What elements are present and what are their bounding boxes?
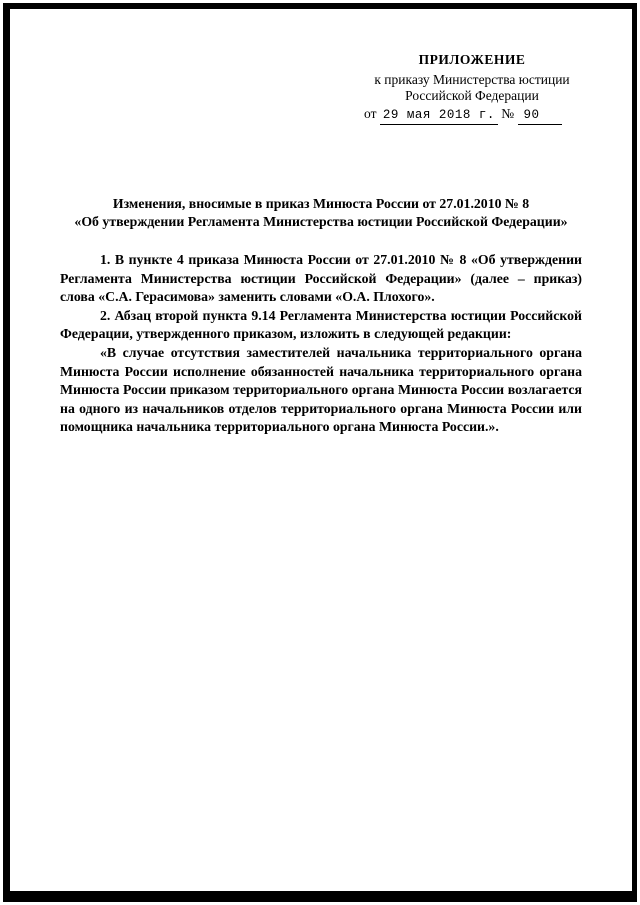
document-title-line-2: «Об утверждении Регламента Министерства юстиции Российской Федерации»	[74, 214, 568, 229]
paragraph-1: 1. В пункте 4 приказа Минюста России от 27.01.2010 № 8 «Об утверждении Регламента Министерства юстиции Российской Федерации» (далее – приказ) слова «С.А. Герасимова» заменить словами «О.А. Плохого».	[60, 252, 582, 305]
approval-date-prefix: от	[364, 105, 377, 121]
approval-block	[364, 52, 580, 125]
approval-date-value: 29 мая 2018 г.	[380, 107, 498, 126]
approval-number-label: №	[501, 105, 515, 121]
paragraph-2: 2. Абзац второй пункта 9.14 Регламента Министерства юстиции Российской Федерации, утвержденного приказом, изложить в следующей редакции:	[60, 307, 582, 342]
document-body	[60, 251, 582, 437]
approval-title: ПРИЛОЖЕНИЕ	[418, 52, 526, 67]
document-title	[60, 195, 582, 231]
approval-number-value: 90	[518, 107, 562, 126]
paragraph-3: «В случае отсутствия заместителей начальника территориального органа Минюста России исполнение обязанностей начальника территориального органа Минюста России приказом территориального органа Минюста России возлагается на одного из начальников отделов территориального органа Минюста России или помощника начальника территориального органа Минюста России.».	[60, 344, 582, 435]
approval-line-2: Российской Федерации	[405, 88, 539, 103]
document-title-line-1: Изменения, вносимые в приказ Минюста России от 27.01.2010 № 8	[112, 196, 530, 211]
approval-date-line	[364, 106, 580, 126]
approval-line-1: к приказу Министерства юстиции	[374, 71, 570, 87]
